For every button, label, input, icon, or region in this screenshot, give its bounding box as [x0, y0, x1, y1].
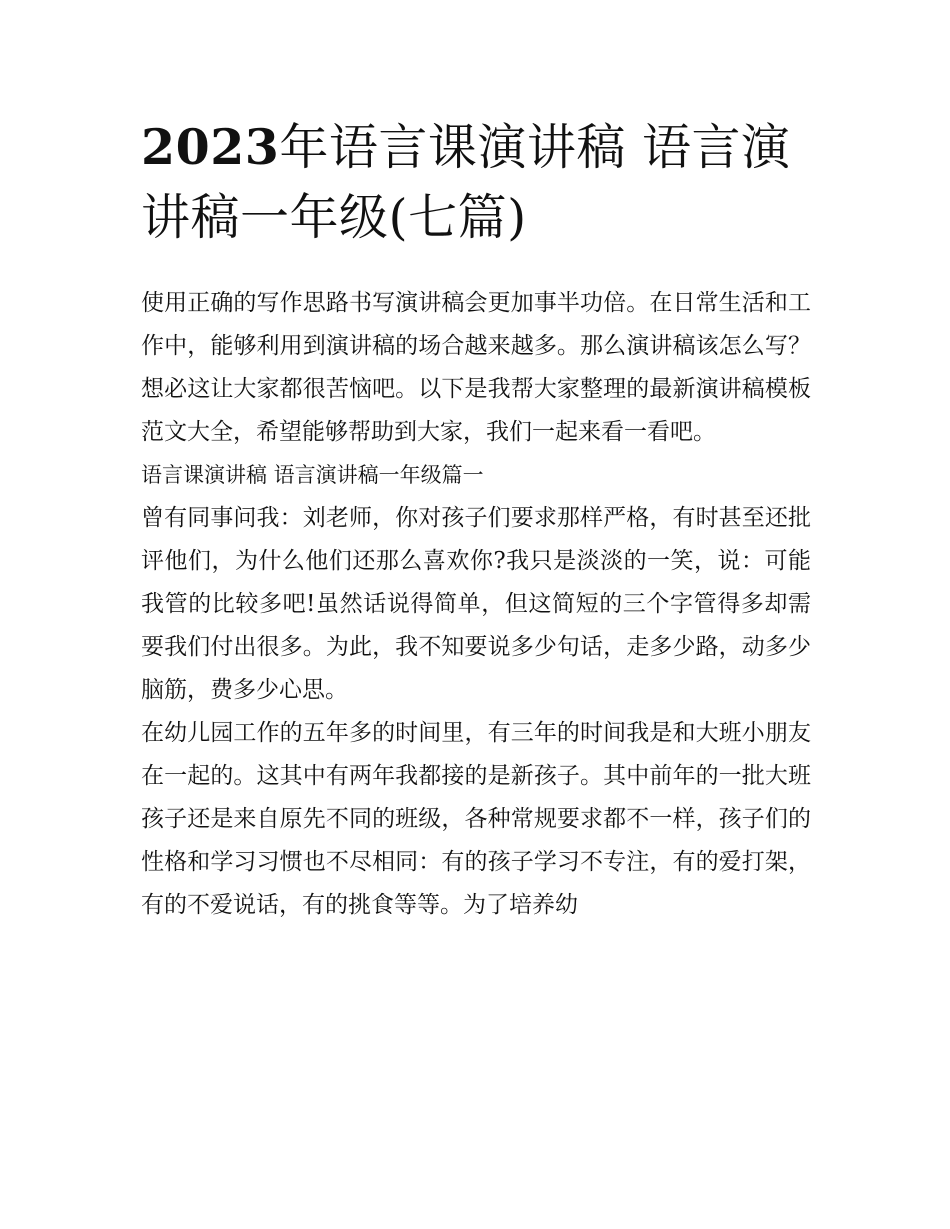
title-year: 2023 [141, 118, 280, 176]
document-page [141, 112, 811, 927]
document-title [141, 112, 811, 253]
body-paragraph-2: 在幼儿园工作的五年多的时间里，有三年的时间我是和大班小朋友在一起的。这其中有两年我都接的是新孩子。其中前年的一批大班孩子还是来自原先不同的班级，各种常规要求都不一样，孩子们的性格和学习习惯也不尽相同：有的孩子学习不专注，有的爱打架，有的不爱说话，有的挑食等等。为了培养幼 [141, 720, 811, 918]
body-paragraph-1: 曾有同事问我：刘老师，你对孩子们要求那样严格，有时甚至还批评他们，为什么他们还那么喜欢你?我只是淡淡的一笑，说：可能我管的比较多吧!虽然话说得简单，但这简短的三个字管得多却需要我们付出很多。为此，我不知要说多少句话，走多少路，动多少脑筋，费多少心思。 [141, 505, 811, 703]
title-text: 年语言课演讲稿 语言演讲稿一年级(七篇) [141, 119, 791, 246]
intro-paragraph: 使用正确的写作思路书写演讲稿会更加事半功倍。在日常生活和工作中，能够利用到演讲稿的场合越来越多。那么演讲稿该怎么写？想必这让大家都很苦恼吧。以下是我帮大家整理的最新演讲稿模板范文大全，希望能够帮助到大家，我们一起来看一看吧。 [141, 290, 811, 445]
section-heading: 语言课演讲稿 语言演讲稿一年级篇一 [141, 463, 484, 487]
